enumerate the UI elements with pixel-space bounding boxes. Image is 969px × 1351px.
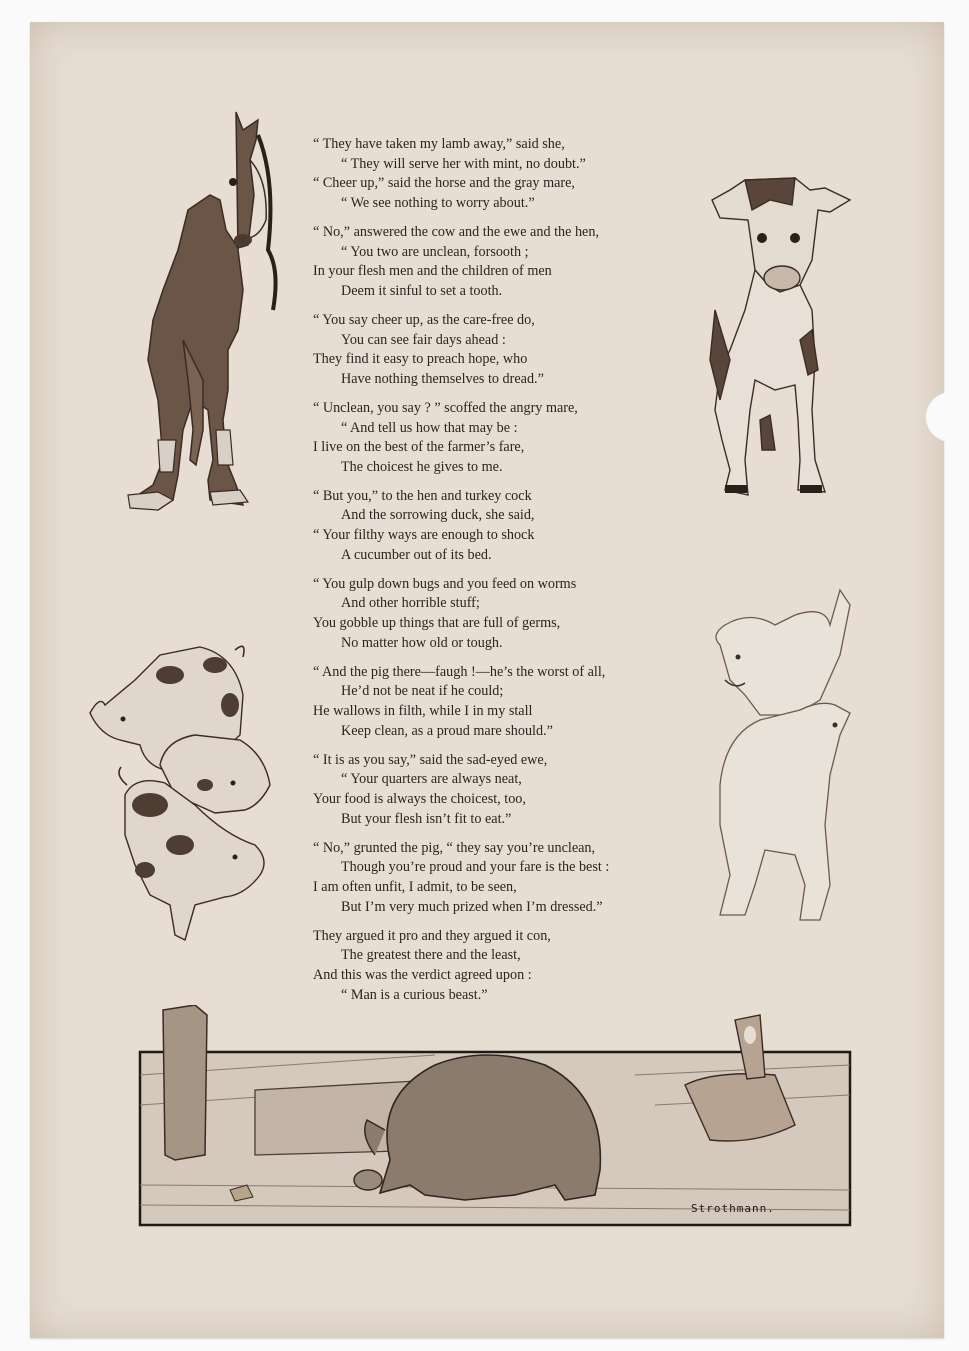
stanza [313, 927, 713, 1005]
poem-line: “ You say cheer up, as the care-free do, [313, 311, 535, 328]
stanza [313, 663, 713, 741]
poem-line: “ And tell us how that may be : [341, 419, 518, 436]
poem-line: “ They will serve her with mint, no doubt.” [341, 155, 586, 172]
poem-line: They argued it pro and they argued it con, [313, 927, 551, 944]
poem-line: Though you’re proud and your fare is the best : [341, 859, 610, 876]
poem-line: Have nothing themselves to dread.” [341, 370, 544, 387]
stanza [313, 135, 713, 213]
poem-line: In your flesh men and the children of men [313, 263, 552, 280]
poem-line: “ Cheer up,” said the horse and the gray mare, [313, 175, 575, 192]
stanza [313, 311, 713, 389]
poem-line: “ We see nothing to worry about.” [341, 194, 535, 211]
stanza [313, 487, 713, 565]
poem-line: “ Unclean, you say ? ” scoffed the angry mare, [313, 399, 578, 416]
pig-pen-illustration [135, 1005, 855, 1230]
poem-line: He’d not be neat if he could; [341, 683, 504, 700]
poem-line: I live on the best of the farmer’s fare, [313, 439, 525, 456]
poem-line: Keep clean, as a proud mare should.” [341, 722, 553, 739]
poem-line: No matter how old or tough. [341, 634, 503, 651]
stanza [313, 223, 713, 301]
poem-line: “ You gulp down bugs and you feed on worms [313, 575, 577, 592]
stanza [313, 839, 713, 917]
poem-line: “ They have taken my lamb away,” said she, [313, 136, 565, 152]
lambs-illustration [700, 585, 875, 930]
poem-line: They find it easy to preach hope, who [313, 351, 528, 368]
poem-line: “ It is as you say,” said the sad-eyed ewe, [313, 751, 548, 768]
calf-illustration [700, 160, 865, 500]
poem-line: “ And the pig there—faugh !—he’s the worst of all, [313, 663, 606, 680]
stanza [313, 751, 713, 829]
stanza [313, 399, 713, 477]
piglets-illustration [85, 635, 275, 950]
poem-line: I am often unfit, I admit, to be seen, [313, 878, 517, 895]
poem-line: You can see fair days ahead : [341, 331, 506, 348]
horse-illustration [118, 100, 293, 520]
poem-line: But your flesh isn’t fit to eat.” [341, 810, 512, 827]
poem-line: “ Your quarters are always neat, [341, 771, 522, 788]
stanza [313, 575, 713, 653]
poem-line: “ No,” grunted the pig, “ they say you’re unclean, [313, 839, 596, 856]
poem-line: But I’m very much prized when I’m dressed.” [341, 898, 603, 915]
poem-line: The choicest he gives to me. [341, 458, 503, 475]
poem-line: “ Man is a curious beast.” [341, 986, 488, 1003]
poem-line: Deem it sinful to set a tooth. [341, 282, 503, 299]
poem-line: “ No,” answered the cow and the ewe and the hen, [313, 223, 599, 240]
poem-line: “ But you,” to the hen and turkey cock [313, 487, 532, 504]
poem-line: A cucumber out of its bed. [341, 546, 492, 563]
poem-line: And the sorrowing duck, she said, [341, 507, 535, 524]
poem-line: He wallows in filth, while I in my stall [313, 703, 533, 719]
artist-signature: Strothmann. [691, 1202, 775, 1215]
poem-line: The greatest there and the least, [341, 947, 521, 964]
poem [313, 135, 713, 1015]
poem-line: You gobble up things that are full of germs, [313, 615, 561, 632]
poem-line: And other horrible stuff; [341, 595, 480, 612]
poem-line: “ Your filthy ways are enough to shock [313, 527, 535, 544]
poem-line: Your food is always the choicest, too, [313, 790, 526, 807]
poem-line: “ You two are unclean, forsooth ; [341, 243, 529, 260]
poem-line: And this was the verdict agreed upon : [313, 966, 532, 983]
